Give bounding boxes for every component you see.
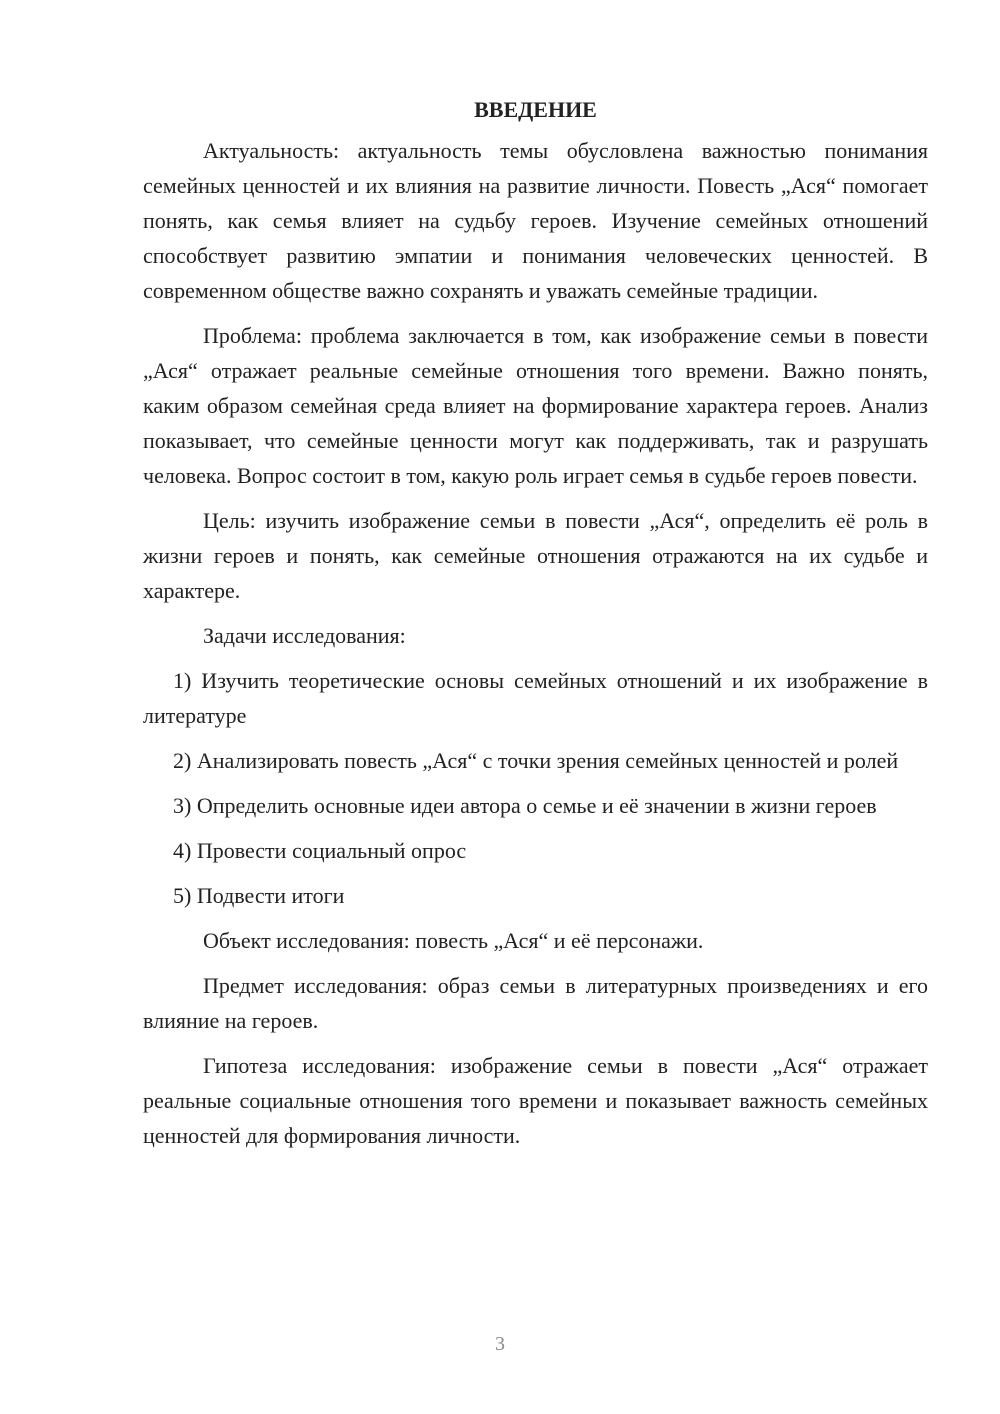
task-item-4: 4) Провести социальный опрос [173, 838, 467, 863]
object-paragraph: Объект исследования: повесть „Ася“ и её персонажи. [203, 928, 704, 953]
page-number: 3 [495, 1333, 505, 1355]
subject-paragraph: Предмет исследования: образ семьи в литературных произведениях и его влияние на героев. [143, 973, 928, 1033]
page-title: ВВЕДЕНИЕ [474, 97, 597, 122]
hypothesis-paragraph: Гипотеза исследования: изображение семьи в повести „Ася“ отражает реальные социальные отношения того времени и показывает важность семейных ценностей для формирования личности. [143, 1053, 928, 1148]
problem-paragraph: Проблема: проблема заключается в том, как изображение семьи в повести „Ася“ отражает реальные семейные отношения того времени. Важно понять, каким образом семейная среда влияет на формирование характера героев. Анализ показывает, что семейные ценности могут как поддерживать, так и разрушать человека. Вопрос состоит в том, какую роль играет семья в судьбе героев повести. [143, 323, 928, 488]
relevance-paragraph: Актуальность: актуальность темы обусловлена важностью понимания семейных ценностей и их влияния на развитие личности. Повесть „Ася“ помогает понять, как семья влияет на судьбу героев. Изучение семейных отношений способствует развитию эмпатии и понимания человеческих ценностей. В современном обществе важно сохранять и уважать семейные традиции. [143, 138, 928, 303]
task-item-3: 3) Определить основные идеи автора о семье и её значении в жизни героев [173, 793, 877, 818]
task-item-2: 2) Анализировать повесть „Ася“ с точки зрения семейных ценностей и ролей [173, 748, 899, 773]
task-item-1: 1) Изучить теоретические основы семейных отношений и их изображение в литературе [143, 668, 928, 728]
task-item-5: 5) Подвести итоги [173, 883, 345, 908]
goal-paragraph: Цель: изучить изображение семьи в повести „Ася“, определить её роль в жизни героев и понять, как семейные отношения отражаются на их судьбе и характере. [143, 508, 928, 603]
document-page [143, 92, 928, 1163]
tasks-heading: Задачи исследования: [203, 623, 406, 648]
